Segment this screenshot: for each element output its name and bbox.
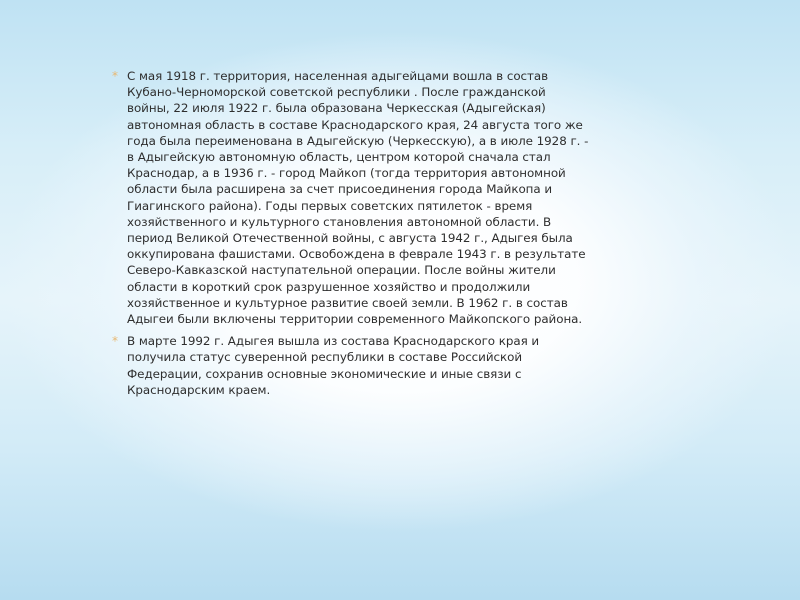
paragraph-1992-sovereignty: В марте 1992 г. Адыгея вышла из состава Краснодарского края и получила статус суверенной республики в составе Российской Федерации, сохранив основные экономические и иные связи с Краснодарским краем.: [127, 334, 540, 397]
bullet-item-1918-history: [112, 68, 662, 327]
bullet-marker-icon: *: [112, 69, 118, 83]
bullet-marker-icon: *: [112, 334, 118, 349]
slide-content: [112, 68, 662, 404]
bullet-item-1992-sovereignty: [112, 333, 662, 398]
bullet-list: [112, 68, 662, 398]
paragraph-1918-history: С мая 1918 г. территория, населенная адыгейцами вошла в состав Кубано-Черноморской советской республики . После гражданской войны, 22 июля 1922 г. была образована Черкесская (Адыгейская) автономная область в составе Краснодарского края, 24 августа того же года была переименована в Адыгейскую (Черкесскую), а в июле 1928 г. - в Адыгейскую автономную область, центром которой сначала стал Краснодар, а в 1936 г. - город Майкоп (тогда территория автономной области была расширена за счет присоединения города Майкопа и Гиагинского района). Годы первых советских пятилеток - время хозяйственного и культурного становления автономной области. В период Великой Отечественной войны, с августа 1942 г., Адыгея была оккупирована фашистами. Освобождена в феврале 1943 г. в результате Северо-Кавказской наступательной операции. После войны жители области в короткий срок разрушенное хозяйство и продолжили хозяйственное и культурное развитие своей земли. В 1962 г. в состав Адыгеи были включены территории современного Майкопского района.: [127, 69, 589, 327]
